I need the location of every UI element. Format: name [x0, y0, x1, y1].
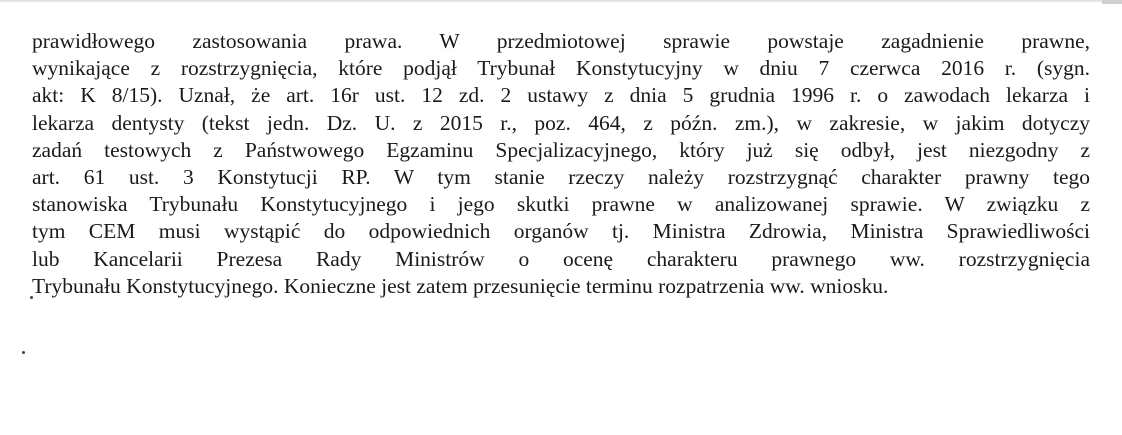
paragraph-line: wynikające z rozstrzygnięcia, które podjął Trybunał Konstytucyjny w dniu 7 czerwca 2016 r. (sygn.: [32, 56, 1090, 81]
paragraph-line: lub Kancelarii Prezesa Rady Ministrów o ocenę charakteru prawnego ww. rozstrzygnięcia: [32, 246, 1090, 271]
paragraph-line: tym CEM musi wystąpić do odpowiednich organów tj. Ministra Zdrowia, Ministra Sprawiedliwości: [32, 219, 1090, 244]
paragraph-line: Trybunału Konstytucyjnego. Konieczne jest zatem przesunięcie terminu rozpatrzenia ww. wniosku.: [32, 273, 889, 298]
scan-corner-mark: [1102, 0, 1122, 4]
paragraph-line: stanowiska Trybunału Konstytucyjnego i jego skutki prawne w analizowanej sprawie. W związku z: [32, 192, 1090, 217]
paragraph-line: zadań testowych z Państwowego Egzaminu Specjalizacyjnego, który już się odbył, jest niezgodny z: [32, 137, 1090, 162]
document-paragraph: [32, 28, 1090, 300]
scan-speck: [22, 351, 25, 354]
paragraph-line: prawidłowego zastosowania prawa. W przedmiotowej sprawie powstaje zagadnienie prawne,: [32, 29, 1090, 53]
paragraph-line: art. 61 ust. 3 Konstytucji RP. W tym stanie rzeczy należy rozstrzygnąć charakter prawny tego: [32, 165, 1090, 190]
paragraph-line: akt: K 8/15). Uznał, że art. 16r ust. 12 zd. 2 ustawy z dnia 5 grudnia 1996 r. o zawodach lekarza i: [32, 83, 1090, 108]
paragraph-line: lekarza dentysty (tekst jedn. Dz. U. z 2015 r., poz. 464, z późn. zm.), w zakresie, w jakim dotyczy: [32, 110, 1090, 135]
scan-top-edge: [0, 0, 1122, 3]
